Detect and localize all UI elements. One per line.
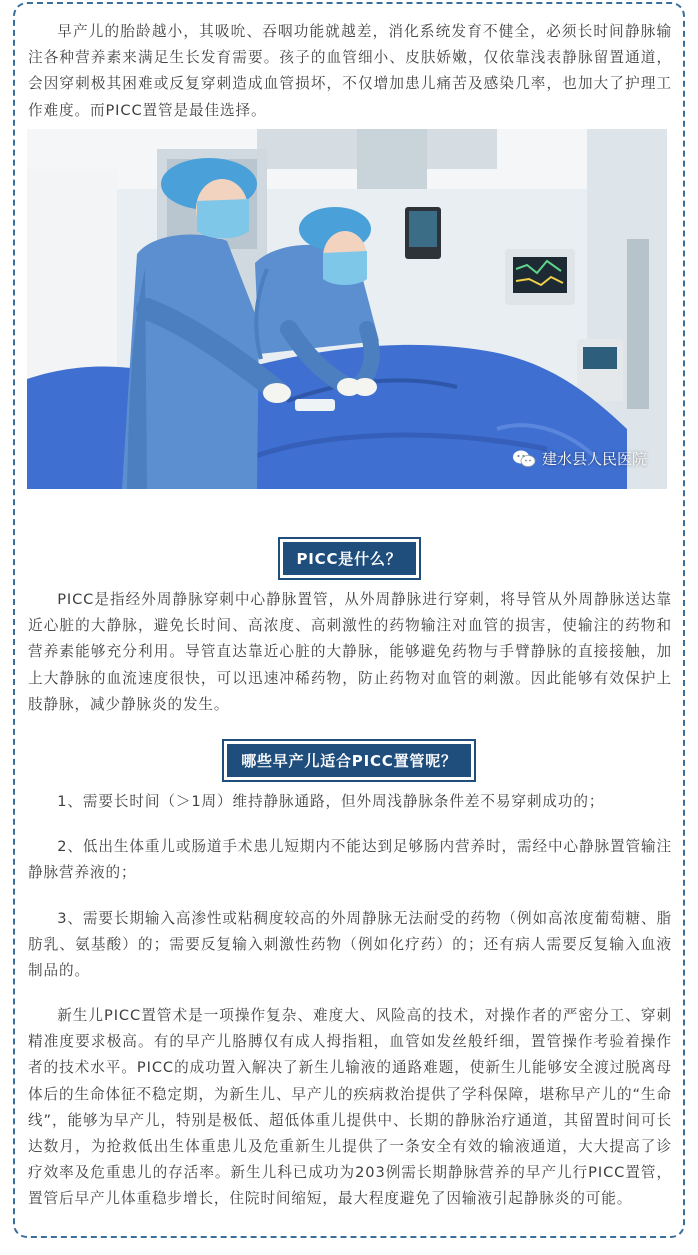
list-item: 3、需要长期输入高渗性或粘稠度较高的外周静脉无法耐受的药物（例如高浓度葡萄糖、脂肪乳、氨基酸）的；需要反复输入刺激性药物（例如化疗药）的；还有病人需要反复输入血液制品的。 xyxy=(28,910,672,980)
article-photo xyxy=(27,129,667,489)
closing-paragraph: 新生儿PICC置管术是一项操作复杂、难度大、风险高的技术，对操作者的严密分工、穿刺精准度要求极高。有的早产儿胳膊仅有成人拇指粗，血管如发丝般纤细，置管操作考验着操作者的技术水平。PICC的成功置入解决了新生儿输液的通路难题，使新生儿能够安全渡过脱离母体后的生命体征不稳定期，为新生儿、早产儿的疾病救治提供了学科保障，堪称早产儿的“生命线”，能够为早产儿，特别是极低、超低体重儿提供中、长期的静脉治疗通道，其留置时间可长达数月，为抢救低出生体重患儿及危重新生儿提供了一条安全有效的输液通道，大大提高了诊疗效率及危重患儿的存活率。新生儿科已成功为203例需长期静脉营养的早产儿行PICC置管，置管后早产儿体重稳步增长，住院时间缩短，最大程度避免了因输液引起静脉炎的可能。 xyxy=(28,1007,672,1208)
intro-paragraph: 早产儿的胎龄越小，其吸吮、吞咽功能就越差，消化系统发育不健全，必须长时间静脉输注各种营养素来满足生长发育需要。孩子的血管细小、皮肤娇嫩，仅依靠浅表静脉留置通道，会因穿刺极其困难或反复穿刺造成血管损坏，不仅增加患儿痛苦及感染几率，也加大了护理工作难度。而PICC置管是最佳选择。 xyxy=(28,23,672,119)
picc-procedure-photo xyxy=(27,129,667,489)
list-item: 2、低出生体重儿或肠道手术患儿短期内不能达到足够肠内营养时，需经中心静脉置管输注静脉营养液的； xyxy=(28,838,672,882)
watermark-text: 建水县人民医院 xyxy=(541,450,647,468)
section2-heading: 哪些早产儿适合PICC置管呢？ xyxy=(224,741,474,780)
section1-paragraph: PICC是指经外周静脉穿刺中心静脉置管，从外周静脉进行穿刺，将导管从外周静脉送达靠近心脏的大静脉，避免长时间、高浓度、高刺激性的药物输注对血管的损害，使输注的药物和营养素能够充分利用。导管直达靠近心脏的大静脉，能够避免药物与手臂静脉的直接接触，加上大静脉的血流速度很快，可以迅速冲稀药物，防止药物对血管的刺激。因此能够有效保护上肢静脉，减少静脉炎的发生。 xyxy=(28,591,672,713)
section2-heading-wrap xyxy=(0,741,698,780)
wechat-icon xyxy=(512,450,536,468)
list-item: 1、需要长时间（＞1周）维持静脉通路，但外周浅静脉条件差不易穿刺成功的； xyxy=(57,793,605,810)
section1-heading: PICC是什么？ xyxy=(280,539,419,578)
photo-watermark xyxy=(512,448,647,469)
section1-heading-wrap xyxy=(0,539,698,578)
